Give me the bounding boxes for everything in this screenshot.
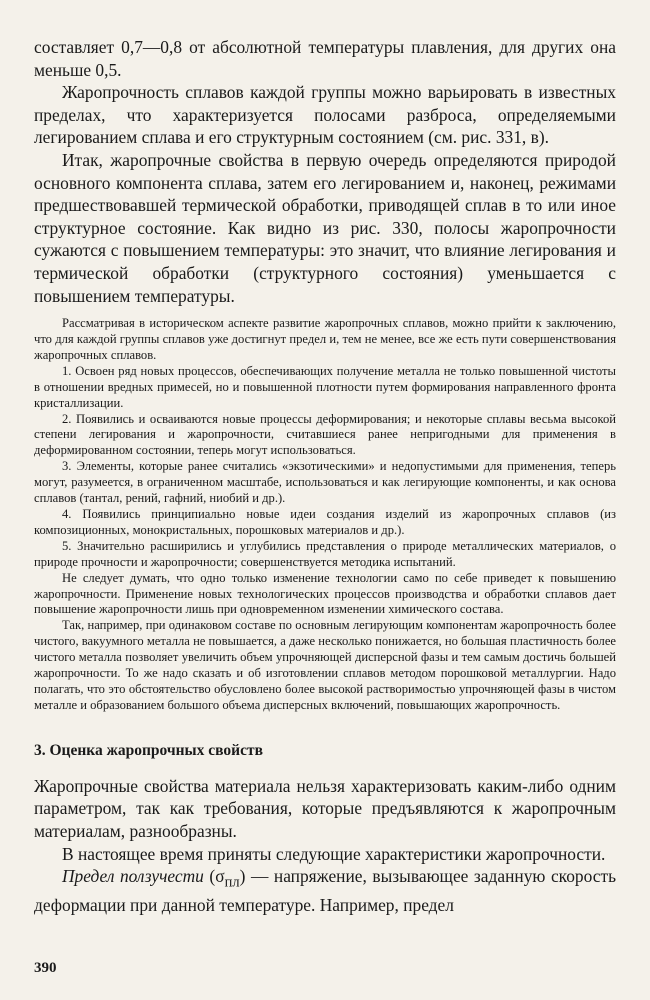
paragraph-definition (34, 865, 616, 917)
small-paragraph-item-3: 3. Элементы, которые ранее считались «экзотическими» и недопустимыми для применения, теперь могут, разумеется, в ограниченном масштабе, использоваться и как легирующие компоненты, и как основа сплавов (тантал, рений, гафний, ниобий и др.). (34, 459, 616, 506)
small-paragraph-intro: Рассматривая в историческом аспекте развитие жаропрочных сплавов, можно прийти к заключению, что для каждой группы сплавов уже достигнут предел и, тем не менее, все же есть пути совершенствования жаропрочных сплавов. (34, 316, 616, 362)
paragraph-requirements: Жаропрочные свойства материала нельзя характеризовать каким-либо одним параметром, так как требования, которые предъявляются к жаропрочным материалам, разнообразны. (34, 775, 616, 841)
section-heading: 3. Оценка жаропрочных свойств (34, 741, 263, 759)
definition-text: — напряжение, вызывающее заданную скорость деформации при данной температуре. Например, предел (34, 866, 616, 916)
small-paragraph-item-1: 1. Освоен ряд новых процессов, обеспечивающих получение металла не только повышенной чистоты в отношении вредных примесей, но и повышенной плотности путем формирования направленного фронта кристаллизации. (34, 363, 616, 410)
small-paragraph-example: Так, например, при одинаковом составе по основным легирующим компонентам жаропрочность более чистого, вакуумного металла не повышается, а даже несколько понижается, но большая пластичность более чистого металла позволяет увеличить объем упрочняющей дисперсной фазы и тем самым достичь большей жаропрочности. То же надо сказать и об изготовлении сплавов методом порошковой металлургии. Надо полагать, что это обстоятельство обусловлено более высокой растворимостью упрочняющей фазы в чистом металле и образованием большого объема дисперсных включений, повышающих жаропрочность. (34, 618, 616, 712)
definition-symbol-close: ) (239, 866, 246, 887)
paragraph-conclusion: Итак, жаропрочные свойства в первую очередь определяются природой основного компонента сплава, затем его легированием и, наконец, режимами предшествовавшей термической обработки, приводящей сплав в то или иное структурное состояние. Как видно из рис. 330, полосы жаропрочности сужаются с повышением температуры: это значит, что влияние легирования и термической обработки (структурного состояния) уменьшается с повышением температуры. (34, 149, 616, 306)
page-number: 390 (34, 960, 57, 976)
paragraph-characteristics: В настоящее время приняты следующие характеристики жаропрочности. (62, 843, 606, 864)
definition-term: Предел ползучести (62, 866, 204, 887)
small-paragraph-item-5: 5. Значительно расширились и углубились представления о природе металлических материалов, о природе прочности и жаропрочности; совершенствуется методика испытаний. (34, 538, 616, 569)
small-paragraph-item-2: 2. Появились и осваиваются новые процессы деформирования; и некоторые сплавы весьма высокой степени легирования и жаропрочности, считавшиеся ранее непригодными для применения в деформированном состоянии, теперь могут использоваться. (34, 411, 616, 458)
definition-symbol-sub: пл (224, 874, 240, 891)
paragraph-continued: составляет 0,7—0,8 от абсолютной температуры плавления, для других она меньше 0,5. (34, 37, 616, 80)
small-paragraph-technology: Не следует думать, что одно только изменение технологии само по себе приведет к повышению жаропрочности. Применение новых технологических процессов производства и обработки сплавов дает повышение жаропрочности лишь при одновременном изменении химического состава. (34, 570, 616, 617)
definition-symbol-open: (σ (203, 866, 225, 887)
paragraph-alloy-groups: Жаропрочность сплавов каждой группы можно варьировать в известных пределах, что характеризуется полосами разброса, определяемыми легированием сплава и его структурным состоянием (см. рис. 331, в). (34, 82, 616, 148)
small-paragraph-item-4: 4. Появились принципиально новые идеи создания изделий из жаропрочных сплавов (из композиционных, монокристальных, порошковых материалов и др.). (34, 507, 616, 537)
small-print-block (34, 316, 616, 714)
